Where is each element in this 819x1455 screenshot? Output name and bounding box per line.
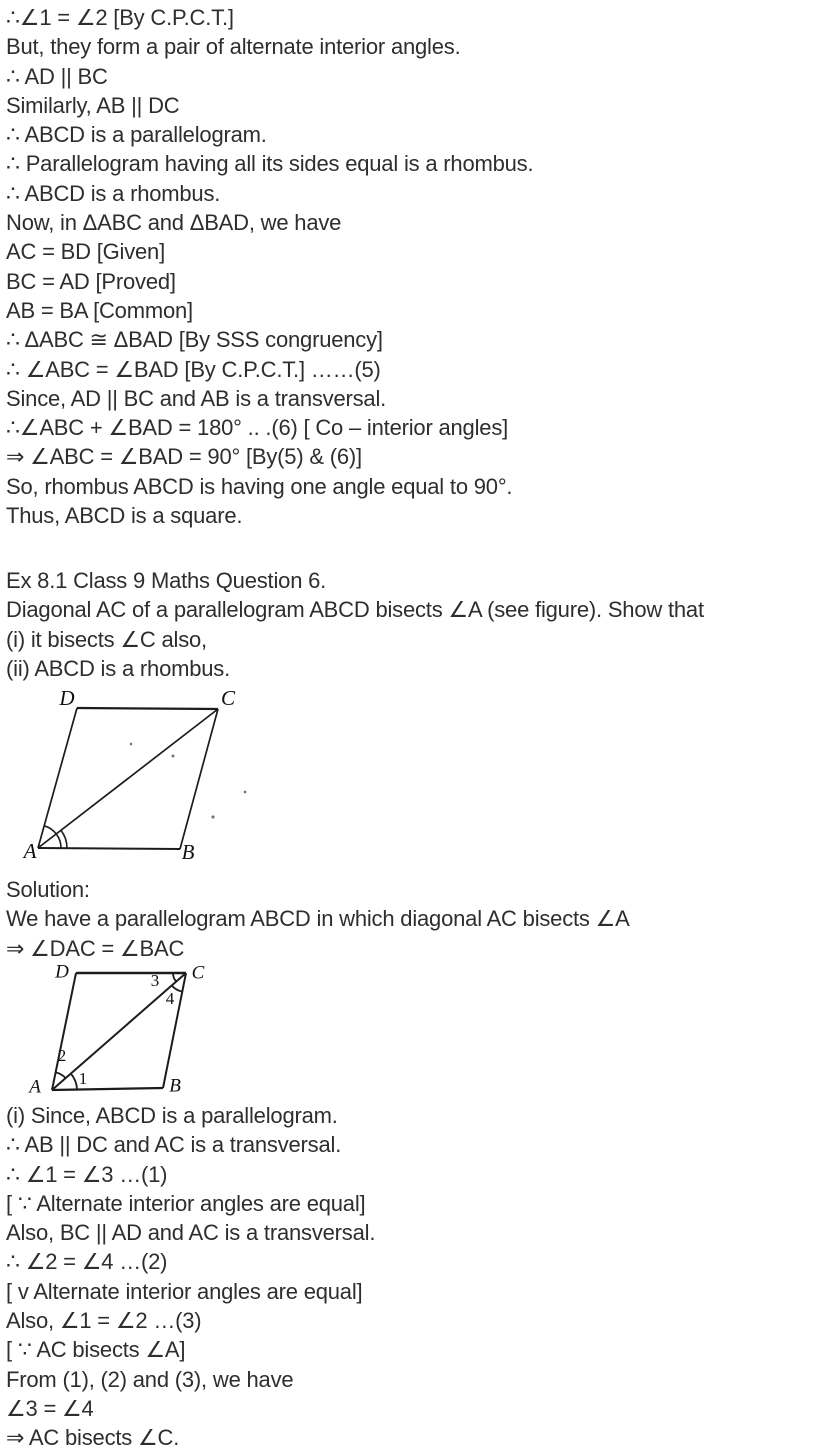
question-line: Diagonal AC of a parallelogram ABCD bisects ∠A (see figure). Show that — [6, 597, 704, 623]
parallelogram-figure-2 — [20, 961, 250, 1101]
vertex-label-a: A — [29, 1076, 41, 1098]
proof-line: ⇒ ∠ABC = ∠BAD = 90° [By(5) & (6)] — [6, 444, 362, 470]
angle-arc-3 — [173, 973, 176, 982]
solution-line: We have a parallelogram ABCD in which diagonal AC bisects ∠A — [6, 906, 630, 932]
proof-line: ∴ ∠ABC = ∠BAD [By C.P.C.T.] ……(5) — [6, 356, 381, 382]
angle-number-3: 3 — [150, 970, 160, 990]
angle-arc-1 — [71, 1074, 77, 1090]
proof-line: So, rhombus ABCD is having one angle equal to 90°. — [6, 473, 513, 499]
part-i-line: ∴ ∠2 = ∠4 …(2) — [6, 1249, 168, 1275]
parallelogram-figure-1 — [16, 687, 276, 872]
scan-speck — [211, 815, 214, 818]
question-heading: Ex 8.1 Class 9 Maths Question 6. — [6, 568, 327, 593]
vertex-label-b: B — [181, 839, 195, 864]
part-i-line: Also, BC || AD and AC is a transversal. — [6, 1220, 376, 1246]
part-i-line: From (1), (2) and (3), we have — [6, 1366, 294, 1392]
proof-line: But, they form a pair of alternate interior angles. — [6, 34, 461, 60]
vertex-label-c: C — [220, 687, 236, 710]
vertex-label-d: D — [55, 961, 69, 983]
solution-block — [6, 875, 630, 963]
proof-line: AC = BD [Given] — [6, 239, 166, 265]
angle-number-1: 1 — [78, 1068, 88, 1088]
solution-line: ⇒ ∠DAC = ∠BAC — [6, 935, 185, 961]
part-i-line: [ v Alternate interior angles are equal] — [6, 1278, 363, 1304]
question-line: (i) it bisects ∠C also, — [6, 626, 207, 652]
proof-line: ∴ AD || BC — [6, 63, 108, 89]
part-i-line: [ ∵ Alternate interior angles are equal] — [6, 1190, 366, 1216]
part-i-line: (i) Since, ABCD is a parallelogram. — [6, 1103, 338, 1128]
vertex-label-a: A — [23, 838, 37, 863]
solution-heading: Solution: — [6, 877, 90, 902]
angle-number-4: 4 — [165, 988, 175, 1008]
part-i-line: Also, ∠1 = ∠2 …(3) — [6, 1308, 202, 1334]
proof-line: ∴ Parallelogram having all its sides equal is a rhombus. — [6, 151, 534, 177]
scan-speck — [244, 791, 247, 794]
part-i-line: [ ∵ AC bisects ∠A] — [6, 1337, 186, 1363]
proof-line: BC = AD [Proved] — [6, 268, 176, 294]
part-i-line: ∴ ∠1 = ∠3 …(1) — [6, 1161, 168, 1187]
proof-line: ∴ ΔABC ≅ ΔBAD [By SSS congruency] — [6, 327, 383, 353]
proof-line: ∴∠ABC + ∠BAD = 180° .. .(6) [ Co – interior angles] — [6, 415, 509, 441]
proof-block — [6, 3, 533, 530]
part-i-line: ∠3 = ∠4 — [6, 1395, 94, 1421]
proof-line: Since, AD || BC and AB is a transversal. — [6, 385, 387, 411]
proof-line: Now, in ΔABC and ΔBAD, we have — [6, 210, 342, 236]
angle-number-2: 2 — [57, 1045, 67, 1065]
angle-arc-a-lower — [61, 830, 67, 848]
scan-speck — [172, 755, 175, 758]
proof-line: ∴ ABCD is a rhombus. — [6, 180, 221, 206]
vertex-label-d: D — [59, 687, 75, 710]
part-i-line: ∴ AB || DC and AC is a transversal. — [6, 1132, 342, 1158]
proof-line: AB = BA [Common] — [6, 297, 193, 323]
proof-line: ∴∠1 = ∠2 [By C.P.C.T.] — [6, 5, 234, 30]
question-line: (ii) ABCD is a rhombus. — [6, 655, 231, 681]
part-i-line: ⇒ AC bisects ∠C. — [6, 1425, 180, 1451]
proof-line: Similarly, AB || DC — [6, 92, 180, 118]
scan-speck — [130, 743, 133, 746]
angle-arc-2 — [56, 1072, 66, 1078]
part-i-block — [6, 1101, 375, 1453]
question-block — [6, 566, 704, 683]
proof-line: ∴ ABCD is a parallelogram. — [6, 122, 267, 148]
diagonal-ac — [38, 709, 218, 848]
vertex-label-c: C — [191, 962, 205, 984]
proof-line: Thus, ABCD is a square. — [6, 503, 243, 529]
vertex-label-b: B — [169, 1075, 181, 1097]
